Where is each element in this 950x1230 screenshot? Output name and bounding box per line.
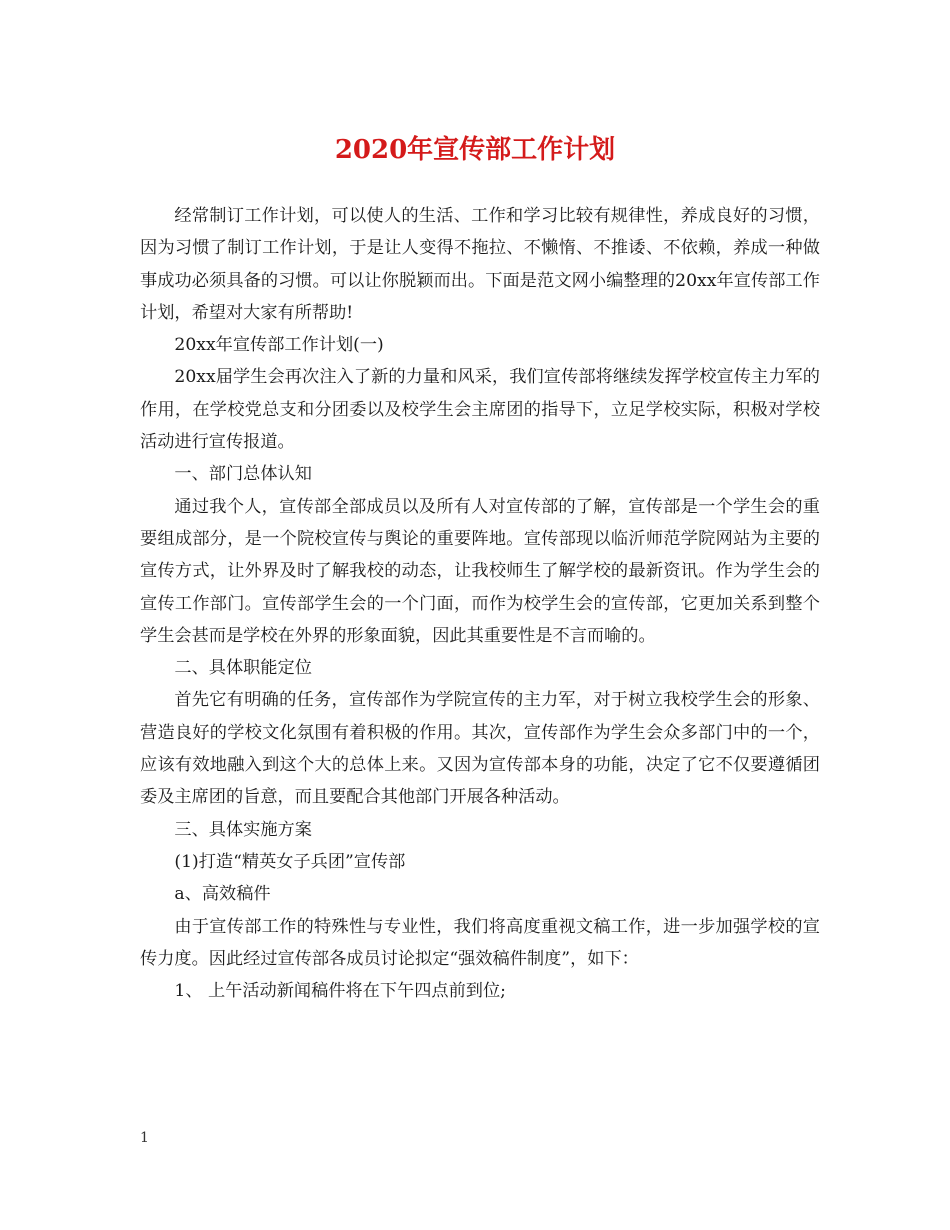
heading-section-one: 一、部门总体认知 <box>174 464 312 485</box>
paragraph-manuscript-system: 由于宣传部工作的特殊性与专业性，我们将高度重视文稿工作，进一步加强学校的宣传力度。因此经过宣传部各成员讨论拟定“强效稿件制度”，如下： <box>140 916 820 969</box>
paragraph-student-union: 20xx届学生会再次注入了新的力量和风采，我们宣传部将继续发挥学校宣传主力军的作用，在学校党总支和分团委以及校学生会主席团的指导下，立足学校实际，积极对学校活动进行宣传报道。 <box>140 367 820 453</box>
heading-plan-one: 20xx年宣传部工作计划(一) <box>174 335 384 356</box>
paragraph-function-position: 首先它有明确的任务，宣传部作为学院宣传的主力军，对于树立我校学生会的形象、营造良好的学校文化氛围有着积极的作用。其次，宣传部作为学生会众多部门中的一个，应该有效地融入到这个大的总体上来。又因为宣传部本身的功能，决定了它不仅要遵循团委及主席团的旨意，而且要配合其他部门开展各种活动。 <box>140 690 820 808</box>
document-body <box>140 200 820 1007</box>
list-item-one: 1、 上午活动新闻稿件将在下午四点前到位; <box>174 981 506 1002</box>
heading-section-three: 三、具体实施方案 <box>174 819 312 840</box>
paragraph-department-cognition: 通过我个人，宣传部全部成员以及所有人对宣传部的了解，宣传部是一个学生会的重要组成部分，是一个院校宣传与舆论的重要阵地。宣传部现以临沂师范学院网站为主要的宣传方式，让外界及时了解我校的动态，让我校师生了解学校的最新资讯。作为学生会的宣传工作部门。宣传部学生会的一个门面，而作为校学生会的宣传部，它更加关系到整个学生会甚而是学校在外界的形象面貌，因此其重要性是不言而喻的。 <box>140 496 820 646</box>
paragraph-intro: 经常制订工作计划，可以使人的生活、工作和学习比较有规律性，养成良好的习惯，因为习惯了制订工作计划，于是让人变得不拖拉、不懒惰、不推诿、不依赖，养成一种做事成功必须具备的习惯。可以让你脱颖而出。下面是范文网小编整理的20xx年宣传部工作计划，希望对大家有所帮助! <box>140 206 820 323</box>
document-title: 2020年宣传部工作计划 <box>334 135 616 165</box>
heading-item-a: a、高效稿件 <box>174 884 271 905</box>
heading-subsection-one: (1)打造“精英女子兵团”宣传部 <box>174 851 406 872</box>
page-number: 1 <box>140 1130 149 1146</box>
heading-section-two: 二、具体职能定位 <box>174 658 312 679</box>
